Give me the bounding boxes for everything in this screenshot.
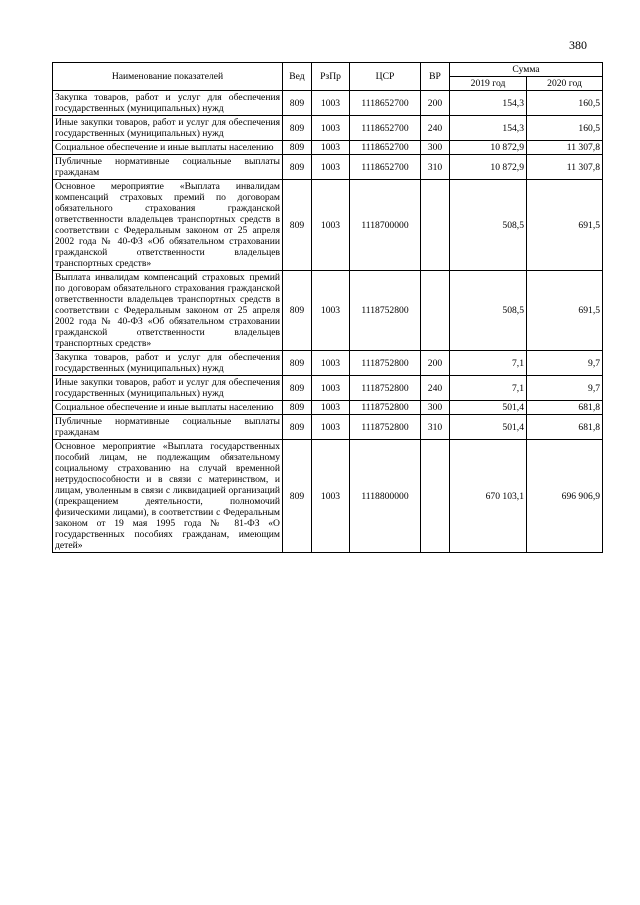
row-name: Иные закупки товаров, работ и услуг для обеспечения государственных (муниципальных) нужд xyxy=(53,376,283,401)
row-csr: 1118700000 xyxy=(350,180,421,271)
row-amount-2020: 696 906,9 xyxy=(527,440,603,553)
table-row xyxy=(53,91,603,116)
row-ved: 809 xyxy=(283,376,312,401)
row-name: Основное мероприятие «Выплата государственных пособий лицам, не подлежащим обязательному социальному страхованию на случай временной нетрудоспособности и в связи с материнством, и лицам, уволенным в связи с ликвидацией организаций (прекращением деятельности, полномочий физическими лицами), в соответствии с Федеральным законом от 19 мая 1995 года № 81-ФЗ «О государственных пособиях гражданам, имеющим детей» xyxy=(53,440,283,553)
row-vr: 200 xyxy=(421,351,450,376)
row-ved: 809 xyxy=(283,155,312,180)
header-vr: ВР xyxy=(421,63,450,91)
header-name: Наименование показателей xyxy=(53,63,283,91)
row-vr: 310 xyxy=(421,415,450,440)
row-name: Иные закупки товаров, работ и услуг для обеспечения государственных (муниципальных) нужд xyxy=(53,116,283,141)
row-csr: 1118652700 xyxy=(350,116,421,141)
row-amount-2019: 508,5 xyxy=(450,271,527,351)
row-name: Социальное обеспечение и иные выплаты населению xyxy=(53,141,283,155)
row-ved: 809 xyxy=(283,116,312,141)
row-csr: 1118752800 xyxy=(350,271,421,351)
row-amount-2020: 160,5 xyxy=(527,116,603,141)
row-rzpr: 1003 xyxy=(312,180,350,271)
row-ved: 809 xyxy=(283,180,312,271)
row-amount-2020: 691,5 xyxy=(527,271,603,351)
row-amount-2019: 154,3 xyxy=(450,116,527,141)
row-name: Закупка товаров, работ и услуг для обеспечения государственных (муниципальных) нужд xyxy=(53,351,283,376)
header-sum: Сумма xyxy=(450,63,603,77)
row-amount-2019: 501,4 xyxy=(450,415,527,440)
row-ved: 809 xyxy=(283,440,312,553)
row-vr: 300 xyxy=(421,401,450,415)
table-row xyxy=(53,271,603,351)
row-vr xyxy=(421,271,450,351)
table-row xyxy=(53,440,603,553)
row-ved: 809 xyxy=(283,351,312,376)
page-number: 380 xyxy=(569,38,587,52)
row-amount-2019: 508,5 xyxy=(450,180,527,271)
row-amount-2020: 681,8 xyxy=(527,401,603,415)
row-csr: 1118752800 xyxy=(350,401,421,415)
table-header-row xyxy=(53,63,603,77)
header-csr: ЦСР xyxy=(350,63,421,91)
table-row xyxy=(53,180,603,271)
row-amount-2020: 9,7 xyxy=(527,351,603,376)
row-vr xyxy=(421,180,450,271)
row-name: Социальное обеспечение и иные выплаты населению xyxy=(53,401,283,415)
row-ved: 809 xyxy=(283,141,312,155)
row-csr: 1118652700 xyxy=(350,141,421,155)
row-rzpr: 1003 xyxy=(312,415,350,440)
row-csr: 1118752800 xyxy=(350,415,421,440)
row-name: Закупка товаров, работ и услуг для обеспечения государственных (муниципальных) нужд xyxy=(53,91,283,116)
row-rzpr: 1003 xyxy=(312,155,350,180)
row-vr: 240 xyxy=(421,376,450,401)
row-vr: 300 xyxy=(421,141,450,155)
row-vr: 200 xyxy=(421,91,450,116)
row-amount-2020: 11 307,8 xyxy=(527,141,603,155)
row-amount-2019: 10 872,9 xyxy=(450,155,527,180)
table-row xyxy=(53,351,603,376)
row-ved: 809 xyxy=(283,401,312,415)
row-ved: 809 xyxy=(283,91,312,116)
table-row xyxy=(53,155,603,180)
row-amount-2019: 7,1 xyxy=(450,376,527,401)
table-body xyxy=(53,91,603,553)
row-amount-2020: 11 307,8 xyxy=(527,155,603,180)
row-name: Публичные нормативные социальные выплаты гражданам xyxy=(53,415,283,440)
table-row xyxy=(53,116,603,141)
row-name: Выплата инвалидам компенсаций страховых премий по договорам обязательного страхования гражданской ответственности владельцев транспортных средств в соответствии с Федеральным законом от 25 апреля 2002 года № 40-ФЗ «Об обязательном страховании гражданской ответственности владельцев транспортных средств» xyxy=(53,271,283,351)
row-rzpr: 1003 xyxy=(312,401,350,415)
row-name: Основное мероприятие «Выплата инвалидам компенсаций страховых премий по договорам обязательного страхования гражданской ответственности владельцев транспортных средств в соответствии с Федеральным законом от 25 апреля 2002 года № 40-ФЗ «Об обязательном страховании гражданской ответственности владельцев транспортных средств» xyxy=(53,180,283,271)
row-vr: 240 xyxy=(421,116,450,141)
row-rzpr: 1003 xyxy=(312,91,350,116)
row-amount-2019: 10 872,9 xyxy=(450,141,527,155)
row-amount-2020: 681,8 xyxy=(527,415,603,440)
row-rzpr: 1003 xyxy=(312,351,350,376)
row-name: Публичные нормативные социальные выплаты гражданам xyxy=(53,155,283,180)
row-csr: 1118800000 xyxy=(350,440,421,553)
header-year-2019: 2019 год xyxy=(450,77,527,91)
header-year-2020: 2020 год xyxy=(527,77,603,91)
table-row xyxy=(53,376,603,401)
row-amount-2019: 154,3 xyxy=(450,91,527,116)
row-rzpr: 1003 xyxy=(312,376,350,401)
row-amount-2019: 670 103,1 xyxy=(450,440,527,553)
row-vr xyxy=(421,440,450,553)
row-rzpr: 1003 xyxy=(312,141,350,155)
row-ved: 809 xyxy=(283,415,312,440)
table-row xyxy=(53,141,603,155)
row-ved: 809 xyxy=(283,271,312,351)
row-amount-2020: 691,5 xyxy=(527,180,603,271)
row-csr: 1118752800 xyxy=(350,351,421,376)
row-csr: 1118652700 xyxy=(350,91,421,116)
row-rzpr: 1003 xyxy=(312,116,350,141)
table-row xyxy=(53,415,603,440)
header-rzpr: РзПр xyxy=(312,63,350,91)
header-ved: Вед xyxy=(283,63,312,91)
row-rzpr: 1003 xyxy=(312,440,350,553)
row-rzpr: 1003 xyxy=(312,271,350,351)
row-amount-2020: 160,5 xyxy=(527,91,603,116)
row-csr: 1118652700 xyxy=(350,155,421,180)
budget-table xyxy=(52,62,603,553)
row-vr: 310 xyxy=(421,155,450,180)
row-amount-2019: 7,1 xyxy=(450,351,527,376)
table-row xyxy=(53,401,603,415)
row-amount-2020: 9,7 xyxy=(527,376,603,401)
row-csr: 1118752800 xyxy=(350,376,421,401)
row-amount-2019: 501,4 xyxy=(450,401,527,415)
